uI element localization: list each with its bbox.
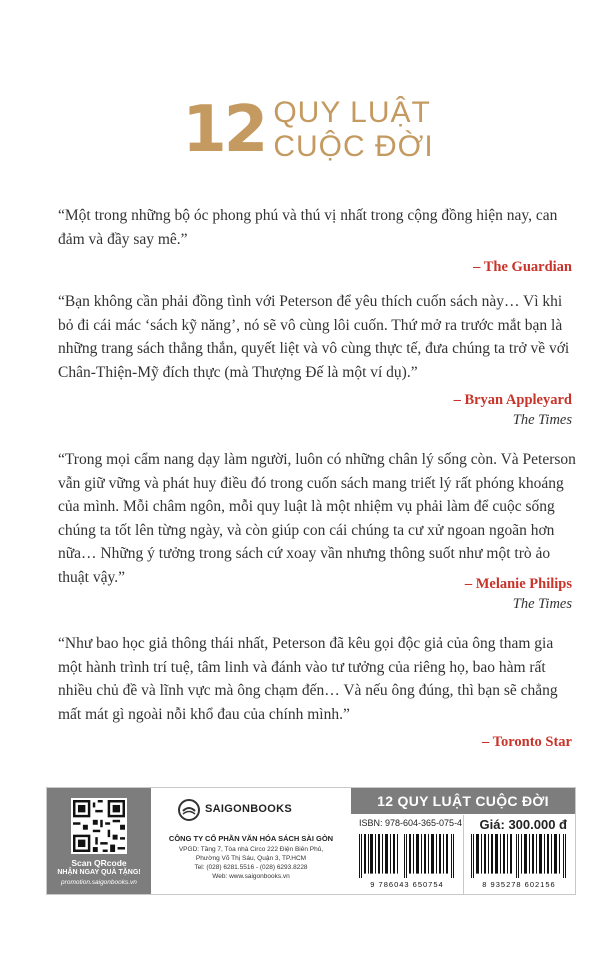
- barcode-isbn: [357, 788, 457, 894]
- barcode-icon: [469, 834, 569, 878]
- attribution-4: [482, 732, 572, 752]
- qr-panel: [47, 788, 151, 894]
- saigonbooks-logo-icon: [177, 798, 201, 822]
- attribution-1: [473, 257, 572, 277]
- address-line-1: VPGD: Tầng 7, Tòa nhà Circo 222 Điện Biên Phủ,: [178, 846, 324, 853]
- quote-author: – Bryan Appleyard: [453, 392, 572, 408]
- quote-author: – Toronto Star: [482, 734, 572, 750]
- web-line: Web: www.saigonbooks.vn: [212, 873, 290, 880]
- publisher-name: CÔNG TY CỔ PHẦN VĂN HÓA SÁCH SÀI GÒN: [168, 834, 334, 843]
- attribution-3: [465, 574, 572, 614]
- title-number: 12: [182, 93, 266, 167]
- book-title: [0, 93, 616, 167]
- divider: [463, 815, 464, 894]
- address-line-2: Phường Võ Thị Sáu, Quận 3, TP.HCM: [195, 855, 307, 862]
- price-text: Giá: 300.000 đ: [479, 817, 567, 832]
- logo-text: SAIGONBOOKS: [205, 803, 293, 815]
- qr-url: promotion.saigonbooks.vn: [61, 879, 137, 886]
- barcode-icon: [357, 834, 457, 878]
- barcode-product: [469, 788, 569, 894]
- title-line-1: QUY LUẬT: [273, 96, 431, 129]
- back-cover-footer: [46, 787, 576, 895]
- barcode-number: 8 935278 602156: [482, 880, 556, 889]
- phone-line: Tel: (028) 6281.5516 - (028) 6293.8228: [194, 864, 308, 871]
- publisher-logo: [173, 798, 333, 824]
- title-text: [273, 96, 433, 164]
- quote-4: “Như bao học giả thông thái nhất, Peterson đã kêu gọi độc giả của ông tham gia một hành trình trí tuệ, tâm linh và đánh vào tư tưởng của riêng họ, bao hàm rất nhiều chủ đề và lĩnh vực mà ông chạm đến… Và nếu ông đúng, thì bạn sẽ chẳng mất mát gì ngoài nỗi khổ đau của chính mình.”: [58, 635, 558, 723]
- publisher-address: [151, 845, 351, 881]
- qr-code-icon[interactable]: [71, 798, 127, 854]
- qr-gift-caption: NHẬN NGAY QUÀ TẶNG!: [57, 869, 141, 876]
- qr-caption: Scan QRcode: [71, 858, 127, 868]
- barcode-number: 9 786043 650754: [370, 880, 444, 889]
- title-line-2: CUỘC ĐỜI: [273, 130, 434, 163]
- attribution-2: [454, 390, 572, 430]
- quote-publication: The Times: [512, 412, 572, 428]
- isbn-text: ISBN: 978-604-365-075-4: [359, 818, 463, 828]
- quote-publication: The Times: [512, 596, 572, 612]
- quote-1: “Một trong những bộ óc phong phú và thú vị nhất trong cộng đồng hiện nay, can đảm và đầy say mê.”: [58, 207, 558, 248]
- footer-book-title: 12 QUY LUẬT CUỘC ĐỜI: [351, 788, 575, 814]
- price-panel: [351, 788, 575, 894]
- quote-author: – Melanie Philips: [464, 576, 572, 592]
- quote-3: “Trong mọi cẩm nang dạy làm người, luôn có những chân lý sống còn. Và Peterson vẫn giữ vững và phát huy điều đó trong cuốn sách mang triết lý rất phóng khoáng của mình. Mỗi châm ngôn, mỗi quy luật là một nhiệm vụ phải làm để cuộc sống chúng ta tốt lên từng ngày, và còn giúp con cái chúng ta cư xử ngoan ngoãn hơn nữa… Những ý tưởng trong sách cứ xoay vần nhưng thông suốt như một trò ảo thuật vậy.”: [58, 451, 576, 586]
- quote-author: – The Guardian: [473, 259, 572, 275]
- publisher-info: [151, 788, 351, 894]
- quote-2: “Bạn không cần phải đồng tình với Peterson để yêu thích cuốn sách này… Vì khi bỏ đi cái mác ‘sách kỹ năng’, nó sẽ vô cùng lôi cuốn. Thứ mở ra trước mắt bạn là những trang sách thẳng thắn, quyết liệt và vô cùng thực tế, đưa chúng ta trở về với Chân-Thiện-Mỹ đích thực (mà Thượng Đế là một ví dụ).”: [58, 293, 570, 381]
